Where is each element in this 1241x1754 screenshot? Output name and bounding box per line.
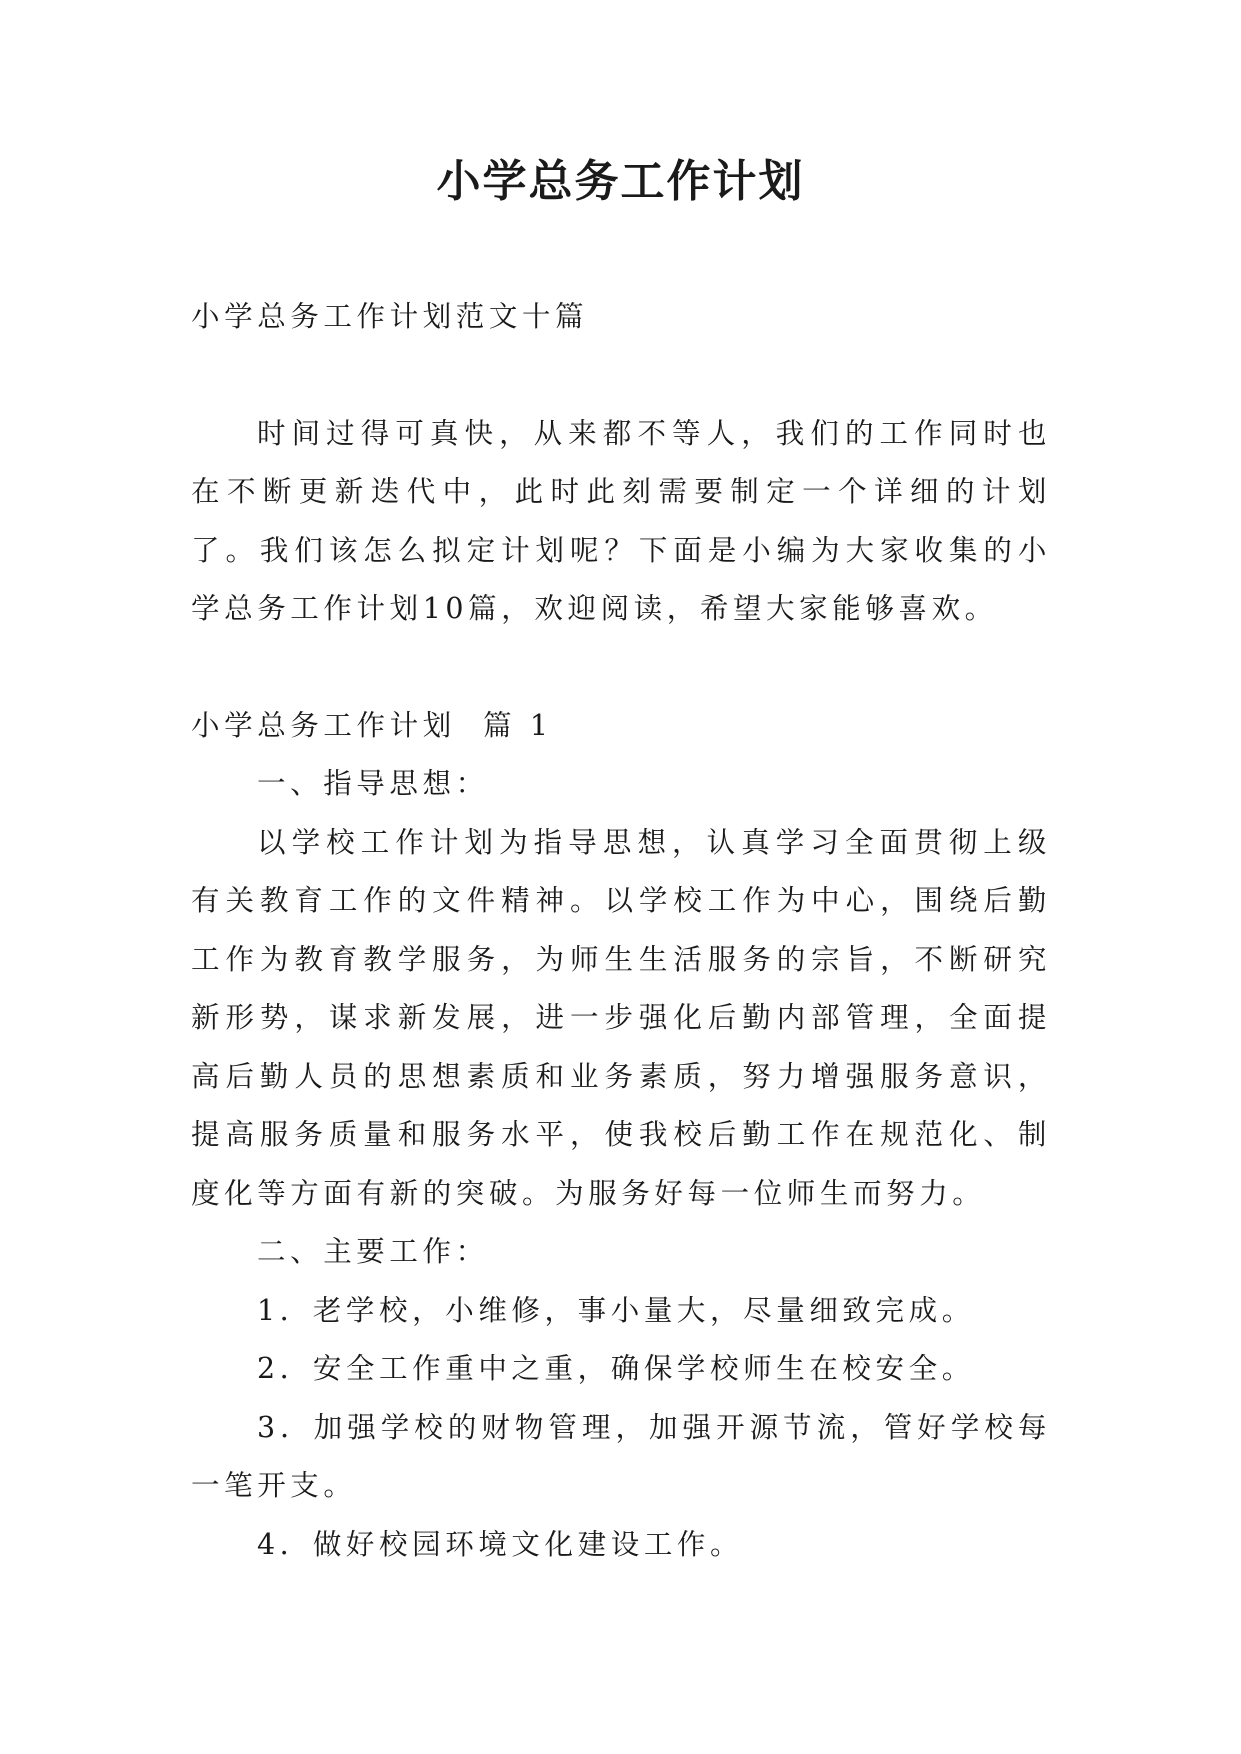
document-title: 小学总务工作计划 [436,156,805,207]
document-subtitle: 小学总务工作计划范文十篇 [191,300,589,333]
section-heading: 小学总务工作计划 篇 1 [191,708,553,742]
guiding-thought-paragraph: 以学校工作计划为指导思想，认真学习全面贯彻上级有关教育工作的文件精神。以学校工作为中心，围绕后勤工作为教育教学服务，为师生生活服务的宗旨，不断研究新形势，谋求新发展，进一步强化后勤内部管理，全面提高后勤人员的思想素质和业务素质，努力增强服务意识，提高服务质量和服务水平，使我校后勤工作在规范化、制度化等方面有新的突破。为服务好每一位师生而努力。 [191,825,1051,1210]
document-body [191,288,1051,1574]
list-item: 3．加强学校的财物管理，加强开源节流，管好学校每一笔开支。 [191,1410,1051,1502]
list-item: 2．安全工作重中之重，确保学校师生在校安全。 [257,1352,975,1385]
list-item: 1．老学校，小维修，事小量大，尽量细致完成。 [257,1293,975,1327]
intro-paragraph: 时间过得可真快，从来都不等人，我们的工作同时也在不断更新迭代中，此时此刻需要制定一个详细的计划了。我们该怎么拟定计划呢？下面是小编为大家收集的小学总务工作计划10篇，欢迎阅读，希望大家能够喜欢。 [191,416,1051,625]
list-item: 4．做好校园环境文化建设工作。 [257,1527,744,1561]
heading-guiding-thought: 一、指导思想： [257,767,489,800]
heading-main-work: 二、主要工作： [257,1235,489,1268]
